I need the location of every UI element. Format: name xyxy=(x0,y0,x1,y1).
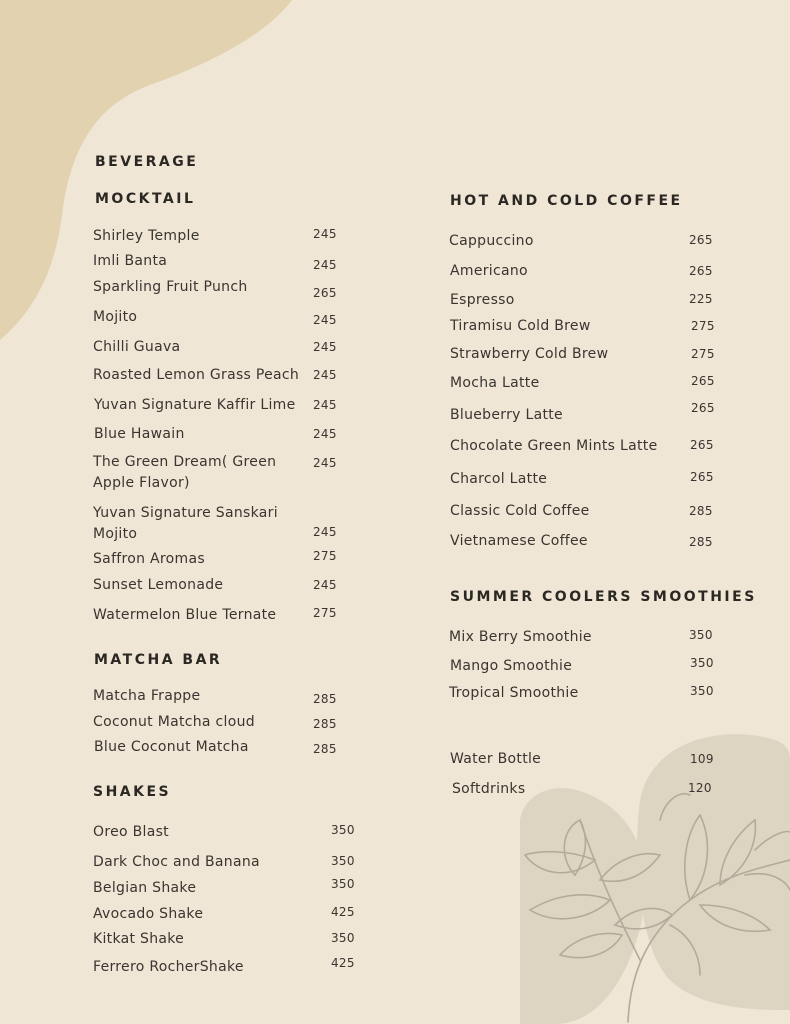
coffee-item-price: 285 xyxy=(689,535,713,549)
coffee-item-price: 265 xyxy=(691,401,715,415)
other-item-price: 120 xyxy=(688,781,712,795)
shake-item-price: 350 xyxy=(331,854,355,868)
mocktail-item-price: 245 xyxy=(313,578,337,592)
mocktail-item-name: Sunset Lemonade xyxy=(93,577,224,593)
menu-title: BEVERAGE xyxy=(95,154,199,170)
coffee-item-name: Tiramisu Cold Brew xyxy=(450,318,591,334)
shake-item-price: 425 xyxy=(331,905,355,919)
coffee-item-price: 265 xyxy=(690,470,714,484)
mocktail-item-name: Mojito xyxy=(93,309,138,325)
coffee-item-name: Vietnamese Coffee xyxy=(450,533,588,549)
mocktail-item-price: 245 xyxy=(313,227,337,241)
coffee-item-name: Charcol Latte xyxy=(450,471,548,487)
mocktail-item-price: 245 xyxy=(313,398,337,412)
mocktail-item-name: Imli Banta xyxy=(93,253,168,269)
shake-item-name: Kitkat Shake xyxy=(93,931,185,947)
matcha-item-name: Coconut Matcha cloud xyxy=(93,714,255,730)
summer-coolers-heading: SUMMER COOLERS SMOOTHIES xyxy=(450,589,757,605)
other-item-name: Softdrinks xyxy=(452,781,526,797)
smoothie-item-name: Mango Smoothie xyxy=(450,658,573,674)
mocktail-item-price: 275 xyxy=(313,549,337,563)
shake-item-price: 350 xyxy=(331,931,355,945)
coffee-item-name: Strawberry Cold Brew xyxy=(450,346,609,362)
coffee-item-price: 275 xyxy=(691,347,715,361)
coffee-item-price: 275 xyxy=(691,319,715,333)
hot-cold-coffee-heading: HOT AND COLD COFFEE xyxy=(450,193,683,209)
other-item-price: 109 xyxy=(690,752,714,766)
shake-item-price: 425 xyxy=(331,956,355,970)
mocktail-item-name: Yuvan Signature Sanskari Mojito xyxy=(93,505,278,542)
mocktail-item-name: Roasted Lemon Grass Peach xyxy=(93,367,300,383)
smoothie-item-price: 350 xyxy=(690,684,714,698)
shake-item-name: Dark Choc and Banana xyxy=(93,854,260,870)
mocktail-item-price: 245 xyxy=(313,340,337,354)
mocktail-item-name: Blue Hawain xyxy=(94,426,185,442)
smoothie-item-price: 350 xyxy=(690,656,714,670)
shake-item-price: 350 xyxy=(331,877,355,891)
coffee-item-name: Blueberry Latte xyxy=(450,407,563,423)
mocktail-item-price: 275 xyxy=(313,606,337,620)
coffee-item-price: 225 xyxy=(689,292,713,306)
coffee-item-price: 285 xyxy=(689,504,713,518)
mocktail-item-name: The Green Dream( Green Apple Flavor) xyxy=(93,454,277,491)
mocktail-item-price: 265 xyxy=(313,286,337,300)
mocktail-item-price: 245 xyxy=(313,258,337,272)
mocktail-item-name: Saffron Aromas xyxy=(93,551,205,567)
coffee-item-price: 265 xyxy=(690,438,714,452)
mocktail-item-name: Shirley Temple xyxy=(93,228,200,244)
mocktail-heading: MOCKTAIL xyxy=(95,191,196,207)
coffee-item-price: 265 xyxy=(689,264,713,278)
shake-item-name: Ferrero RocherShake xyxy=(93,959,244,975)
matcha-item-price: 285 xyxy=(313,692,337,706)
coffee-item-price: 265 xyxy=(691,374,715,388)
matcha-item-name: Matcha Frappe xyxy=(93,688,201,704)
mocktail-item-name: Sparkling Fruit Punch xyxy=(93,279,248,295)
matcha-bar-heading: MATCHA BAR xyxy=(94,652,223,668)
coffee-item-name: Espresso xyxy=(450,292,515,308)
mocktail-item-price: 245 xyxy=(313,427,337,441)
mocktail-item-price: 245 xyxy=(313,525,337,539)
coffee-item-price: 265 xyxy=(689,233,713,247)
shake-item-name: Belgian Shake xyxy=(93,880,197,896)
shake-item-name: Oreo Blast xyxy=(93,824,169,840)
other-item-name: Water Bottle xyxy=(450,751,542,767)
coffee-item-name: Classic Cold Coffee xyxy=(450,503,590,519)
mocktail-item-name: Yuvan Signature Kaffir Lime xyxy=(94,397,296,413)
shake-item-price: 350 xyxy=(331,823,355,837)
mocktail-item-name: Chilli Guava xyxy=(93,339,181,355)
smoothie-item-price: 350 xyxy=(689,628,713,642)
coffee-item-name: Americano xyxy=(450,263,528,279)
coffee-item-name: Mocha Latte xyxy=(450,375,540,391)
shakes-heading: SHAKES xyxy=(93,784,172,800)
mocktail-item-price: 245 xyxy=(313,456,337,470)
shake-item-name: Avocado Shake xyxy=(93,906,204,922)
matcha-item-name: Blue Coconut Matcha xyxy=(94,739,249,755)
matcha-item-price: 285 xyxy=(313,717,337,731)
smoothie-item-name: Mix Berry Smoothie xyxy=(449,629,592,645)
coffee-item-name: Cappuccino xyxy=(449,233,534,249)
smoothie-item-name: Tropical Smoothie xyxy=(449,685,579,701)
matcha-item-price: 285 xyxy=(313,742,337,756)
leaf-blob-right xyxy=(637,734,790,1010)
coffee-item-name: Chocolate Green Mints Latte xyxy=(450,438,658,454)
mocktail-item-name: Watermelon Blue Ternate xyxy=(93,607,277,623)
mocktail-item-price: 245 xyxy=(313,368,337,382)
mocktail-item-price: 245 xyxy=(313,313,337,327)
